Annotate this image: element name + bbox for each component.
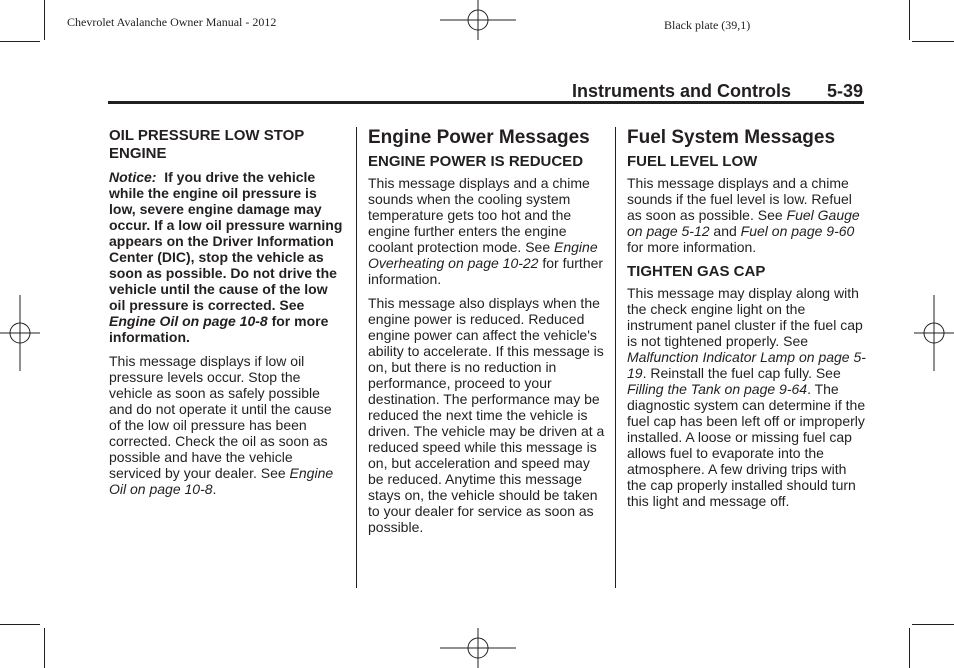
registration-mark-right — [914, 295, 954, 371]
manual-title: Chevrolet Avalanche Owner Manual - 2012 — [67, 15, 277, 29]
fuel-gauge-reference: Fuel Gauge on page 5-12 — [627, 207, 860, 239]
fuel-level-paragraph — [627, 175, 867, 255]
engine-power-subheading: ENGINE POWER IS REDUCED — [368, 153, 584, 170]
crop-mark — [909, 628, 910, 668]
crop-mark — [912, 41, 954, 42]
fuel-system-title: Fuel System Messages — [627, 127, 836, 148]
engine-power-paragraph-2: This message also displays when the engine power is reduced. Reduced engine power can affect the vehicle's ability to accelerate. If this message is on, but there is no reduction in performance, proceed to your destination. The performance may be reduced the next time the vehicle is driven. The vehicle may be driven at a reduced speed while this message is on, but acceleration and speed may be reduced. Anytime this message stays on, the vehicle should be taken to your dealer for service as soon as possible. — [368, 295, 605, 535]
section-title: Instruments and Controls — [572, 81, 792, 101]
body-text: This message displays if low oil pressure levels occur. Stop the vehicle as soon as safely possible and do not operate it until the cause of the low oil pressure has been corrected. Check the oil as soon as possible and have the vehicle serviced by your dealer. See — [109, 353, 332, 481]
tighten-gas-cap-heading: TIGHTEN GAS CAP — [627, 263, 766, 280]
fuel-level-low-heading: FUEL LEVEL LOW — [627, 153, 758, 170]
column-engine-power — [368, 127, 608, 535]
notice-label: Notice: — [109, 169, 157, 185]
crop-mark — [0, 41, 40, 42]
fuel-p1-and: and — [713, 223, 737, 239]
oil-pressure-heading: OIL PRESSURE LOW STOP ENGINE — [109, 127, 305, 162]
engine-power-paragraph-1 — [368, 175, 608, 287]
fuel-reference: Fuel on page 9-60 — [740, 223, 855, 239]
registration-mark-bottom — [440, 628, 516, 668]
fuel-p1-end: for more information. — [627, 239, 757, 255]
registration-mark-top — [440, 0, 516, 40]
column-divider — [615, 127, 616, 588]
gas-cap-text: This message may display along with the check engine light on the instrument panel cluster if the fuel cap is not tightened properly. See — [627, 285, 863, 349]
column-oil-pressure — [109, 127, 347, 497]
gas-cap-paragraph — [627, 285, 867, 509]
crop-mark — [0, 624, 40, 625]
plate-label: Black plate (39,1) — [664, 18, 751, 32]
p1-reference: Engine Overheating on page 10-22 — [368, 239, 598, 271]
notice-reference: Engine Oil on page 10-8 — [109, 313, 268, 329]
p1-text: This message displays and a chime sounds when the cooling system temperature gets too hot and the engine further enters the engine coolant protection mode. See — [368, 175, 590, 255]
header-rule — [108, 101, 864, 104]
mil-reference: Malfunction Indicator Lamp on page 5-19 — [627, 349, 866, 381]
crop-mark — [909, 0, 910, 40]
body-end: . — [212, 481, 217, 497]
filling-tank-reference: Filling the Tank on page 9-64 — [627, 381, 808, 397]
notice-paragraph — [109, 169, 347, 345]
page-number: 5-39 — [827, 81, 864, 101]
registration-mark-left — [0, 295, 40, 371]
p1-end: for further information. — [368, 255, 604, 287]
body-reference: Engine Oil on page 10-8 — [109, 465, 334, 497]
notice-end: for more information. — [109, 313, 329, 345]
crop-mark — [912, 624, 954, 625]
crop-mark — [44, 628, 45, 668]
gas-cap-end: . The diagnostic system can determine if the fuel cap has been left off or improperly installed. A loose or missing fuel cap allows fuel to evaporate into the atmosphere. A few driving trips with the cap properly installed should turn this light and message off. — [627, 381, 866, 509]
notice-text: If you drive the vehicle while the engine oil pressure is low, severe engine damage may occur. If a low oil pressure warning appears on the Driver Information Center (DIC), stop the vehicle as soon as possible. Do not drive the vehicle until the cause of the low oil pressure is corrected. See — [109, 169, 343, 313]
crop-mark — [44, 0, 45, 40]
column-divider — [356, 127, 357, 588]
fuel-p1-text: This message displays and a chime sounds if the fuel level is low. Refuel as soon as possible. See — [627, 175, 852, 223]
column-fuel-system — [627, 127, 867, 509]
gas-cap-mid: . Reinstall the fuel cap fully. See — [642, 365, 841, 381]
engine-power-title: Engine Power Messages — [368, 127, 590, 148]
oil-pressure-body — [109, 353, 347, 497]
